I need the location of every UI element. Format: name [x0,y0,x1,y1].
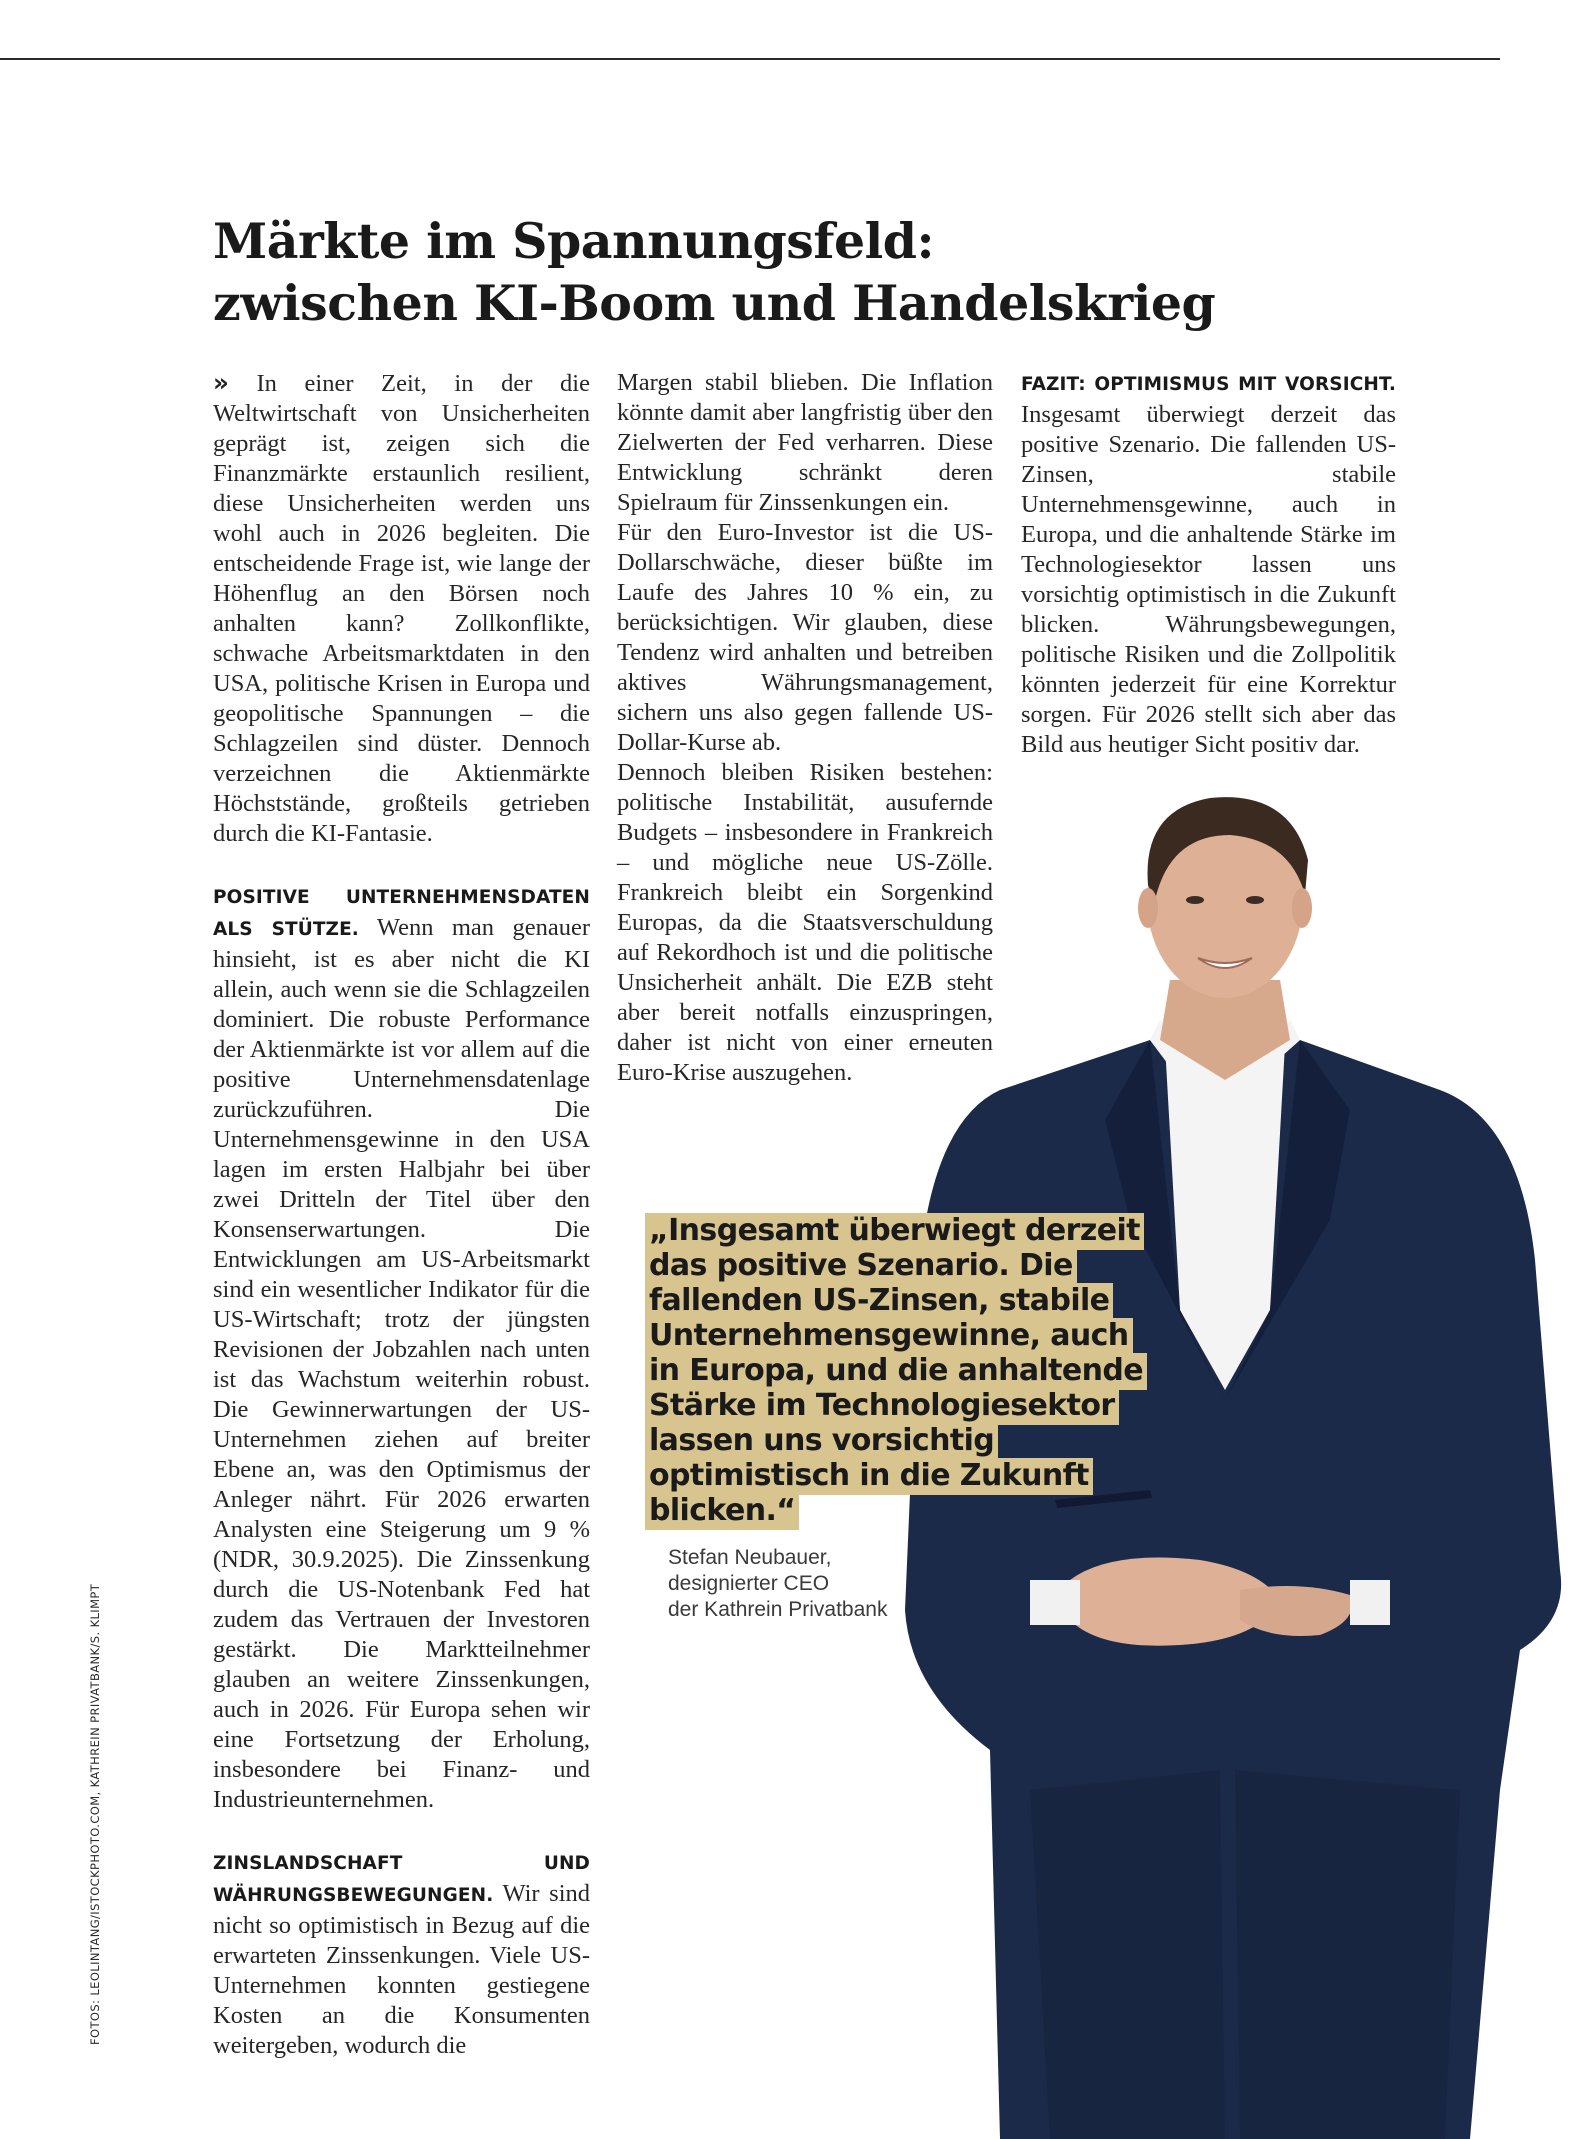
section-3-heading: FAZIT: OPTIMISMUS MIT VORSICHT. [1021,374,1396,395]
section-1-heading: POSITIVE UNTERNEHMENSDATEN ALS STÜTZE. [213,887,590,940]
headline-line-1: Märkte im Spannungsfeld: [213,212,935,270]
section-1-paragraph: POSITIVE UNTERNEHMENSDATEN ALS STÜTZE. Wenn man genauer hinsieht, ist es aber nicht die KI allein, auch wenn sie die Schlagzeilen dominiert. Die robuste Performance der Aktienmärkte ist vor allem auf die positive Unternehmensdatenlage zurückzuführen. Die Unternehmensgewinne in den USA lagen im ersten Halbjahr bei über zwei Dritteln der Titel über den Konsenserwartungen. Die Entwicklungen am US-Arbeitsmarkt sind ein wesentlicher Indikator für die US-Wirtschaft; trotz der jüngsten Revisionen der Jobzahlen nach unten ist das Wachstum weiterhin robust. Die Gewinnerwartungen der US-Unternehmen ziehen auf breiter Ebene an, was den Optimismus der Anleger nährt. Für 2026 erwarten Analysten eine Steigerung um 9 % (NDR, 30.9.2025). Die Zinssenkung durch die US-Notenbank Fed hat zudem das Vertrauen der Investoren gestärkt. Die Marktteilnehmer glauben an weitere Zinssenkungen, auch in 2026. Für Europa sehen wir eine Fortsetzung der Erholung, insbesondere bei Finanz- und Industrieunternehmen. [213,887,591,1813]
pull-quote [645,1213,1165,1528]
pull-quote-text: „Insgesamt überwiegt derzeit das positive Szenario. Die fallenden US-Zinsen, stabile Unternehmensgewinne, auch in Europa, und die anhaltende Stärke im Technologiesektor lassen uns vorsichtig optimistisch in die Zukunft blicken.“ [645,1213,1147,1530]
section-2-paragraph: ZINSLANDSCHAFT UND WÄHRUNGSBEWEGUNGEN. Wir sind nicht so optimistisch in Bezug auf die erwarteten Zinssenkungen. Viele US-Unternehmen konnten gestiegene Kosten an die Konsumenten weitergeben, wodurch die [213,1853,591,2059]
section-2-heading: ZINSLANDSCHAFT UND WÄHRUNGSBEWEGUNGEN. [213,1853,590,1906]
conclusion-paragraph: FAZIT: OPTIMISMUS MIT VORSICHT. Insgesamt überwiegt derzeit das positive Szenario. Die fallenden US-Zinsen, stabile Unternehmensgewinne, auch in Europa, und die anhaltende Stärke im Technologiesektor lassen uns vorsichtig optimistisch in die Zukunft blicken. Währungsbewegungen, politische Risiken und die Zollpolitik könnten jederzeit für eine Korrektur sorgen. Für 2026 stellt sich aber das Bild aus heutiger Sicht positiv dar. [1021,374,1396,758]
caption-org: der Kathrein Privatbank [668,1598,888,1621]
section-2-paragraph-cont: Margen stabil blieben. Die Inflation könnte damit aber langfristig über den Zielwerten der Fed verharren. Diese Entwicklung schränkt deren Spielraum für Zinssenkungen ein. [617,369,993,516]
caption-name: Stefan Neubauer, [668,1546,832,1569]
article-headline [213,210,1313,334]
photo-caption [668,1545,968,1623]
article-column-3 [1021,368,1396,760]
currency-paragraph: Für den Euro-Investor ist die US-Dollarschwäche, dieser büßte im Laufe des Jahres 10 % ein, zu berücksichtigen. Wir glauben, diese Tendenz wird anhalten und betreiben aktives Währungsmanagement, sichern uns also gegen fallende US-Dollar-Kurse ab. [617,519,993,756]
photo-credit: FOTOS: LEOLINTANG/ISTOCKPHOTO.COM, KATHREIN PRIVATBANK/S. KLIMPT [88,1583,102,2045]
intro-marker: » [213,368,229,397]
risks-paragraph: Dennoch bleiben Risiken bestehen: politische Instabilität, ausufernde Budgets – insbesondere in Frankreich – und mögliche neue US-Zölle. Frankreich bleibt ein Sorgenkind Europas, da die Staatsverschuldung auf Rekordhoch ist und die politische Unsicherheit anhält. Die EZB steht aber bereit notfalls einzuspringen, daher ist nicht von einer erneuten Euro-Krise auszugehen. [617,759,993,1086]
intro-paragraph: » In einer Zeit, in der die Weltwirtschaft von Unsicherheiten geprägt ist, zeigen sich die Finanzmärkte erstaunlich resilient, diese Unsicherheiten werden uns wohl auch in 2026 begleiten. Die entscheidende Frage ist, wie lange der Höhenflug an den Börsen noch anhalten kann? Zollkonflikte, schwache Arbeitsmarktdaten in den USA, politische Krisen in Europa und geopolitische Spannungen – die Schlagzeilen sind düster. Dennoch verzeichnen die Aktienmärkte Höchststände, großteils getrieben durch die KI-Fantasie. [213,368,590,847]
caption-role: designierter CEO [668,1572,830,1595]
headline-line-2: zwischen KI-Boom und Handelskrieg [213,274,1216,332]
article-column-1 [213,368,590,2061]
top-rule [0,58,1500,60]
